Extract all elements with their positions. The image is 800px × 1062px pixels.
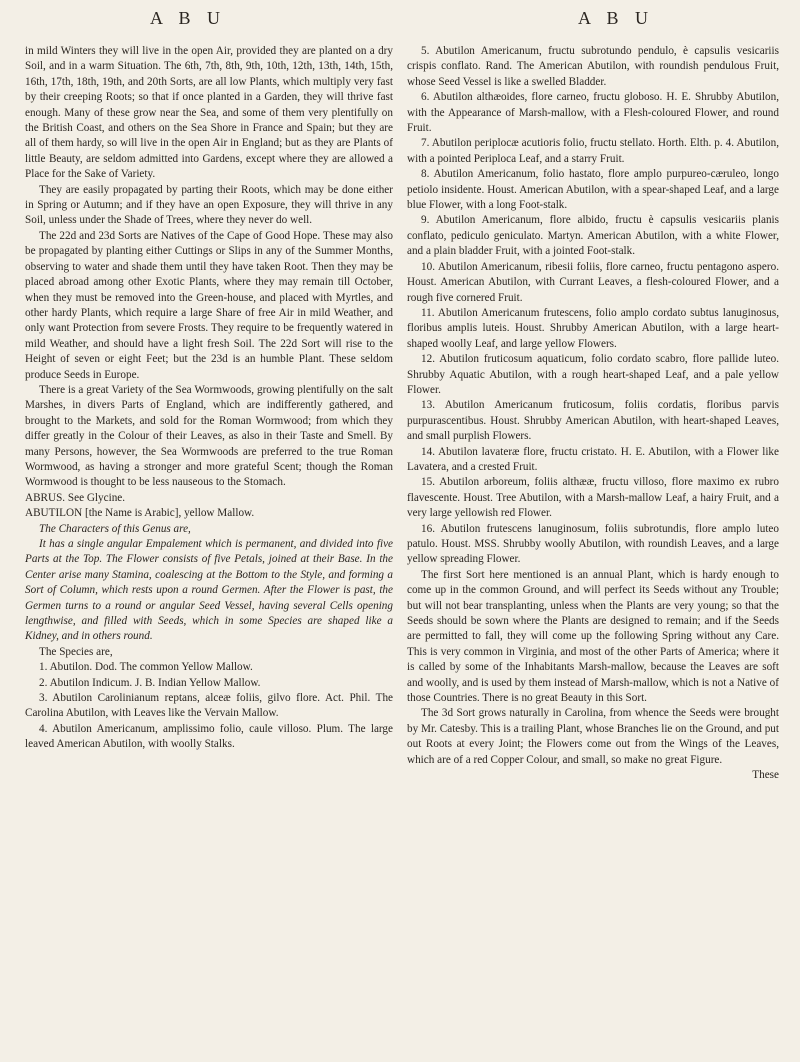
species-item: 10. Abutilon Americanum, ribesii foliis, flore carneo, fructu pentagono aspero. Houst. American Abutilon, with Currant Leaves, a flesh-coloured Flower, and a rough five cornered Fruit. — [407, 260, 779, 304]
species-item: 6. Abutilon althæoides, flore carneo, fructu globoso. H. E. Shrubby Abutilon, with the Appearance of Marsh-mallow, with a Flesh-coloured Flower, and round Fruit. — [407, 91, 779, 135]
species-item: 7. Abutilon periplocæ acutioris folio, fructu stellato. Horth. Elth. p. 4. Abutilon, with a pointed Periploca Leaf, and a starry Fruit. — [407, 137, 779, 165]
species-item: 11. Abutilon Americanum frutescens, folio amplo cordato subtus lanuginosus, floribus amplis luteis. Houst. Shrubby American Abutilon, with a large heart-shaped woolly Leaf, and large yellow Flowers. — [407, 306, 779, 350]
species-item: 4. Abutilon Americanum, amplissimo folio, caule villoso. Plum. The large leaved American Abutilon, with woolly Stalks. — [25, 722, 393, 751]
right-column — [407, 44, 779, 784]
species-item: 14. Abutilon lavateræ flore, fructu cristato. H. E. Abutilon, with a Flower like Lavatera, and a crested Fruit. — [407, 445, 779, 473]
header-left: A B U — [150, 8, 227, 28]
species-item: 15. Abutilon arboreum, foliis althææ, fructu villoso, flore maximo ex rubro flavescente. Houst. Tree Abutilon, with a Marsh-mallow Leaf, a hairy Fruit, and a very large yellowish red Flower. — [407, 476, 779, 520]
paragraph: The 22d and 23d Sorts are Natives of the Cape of Good Hope. These may also be propagated by planting either Cuttings or Slips in any of the Summer Months, observing to water and shade them until they have taken Root. Then they may be placed abroad among other Exotic Plants, where they may remain till October, when they must be removed into the Green-house, and placed with Myrtles, and other hardy Plants, which require a large Share of free Air in mild Weather, and only want Protection from severe Frosts. They require to be frequently watered in mild Weather, and should have a light fresh Soil. The 22d Sort will rise to the Height of seven or eight Feet; but the 23d is an humble Plant. These seldom produce Seeds in Europe. — [25, 229, 393, 381]
characters-description: It has a single angular Empalement which is permanent, and divided into five Parts at the Top. The Flower consists of five Petals, joined at their Base. In the Center arise many Stamina, coalescing at the Bottom to the Style, and forming a Sort of Column, which rests upon a round Germen. After the Flower is past, the Germen turns to a round or angular Seed Vessel, having several Cells opening lengthwise, and filled with Seeds, which in some Species are shaped like a Kidney, and in others round. — [25, 538, 393, 643]
species-item: 9. Abutilon Americanum, flore albido, fructu è capsulis vesicariis planis conflato, pediculo geniculato. Martyn. American Abutilon, with a white Flower, and a plain bladder Fruit, with a jointed Foot-stalk. — [407, 214, 779, 258]
species-item: 13. Abutilon Americanum fruticosum, foliis cordatis, floribus parvis purpurascentibus. Houst. Shrubby American Abutilon, with heart-shaped Leaves, and small purplish Flowers. — [407, 399, 779, 443]
running-header — [0, 8, 800, 34]
paragraph: The 3d Sort grows naturally in Carolina, from whence the Seeds were brought by Mr. Catesby. This is a trailing Plant, whose Branches lie on the Ground, and put out Roots at every Joint; the Flowers come out from the Wings of the Leaves, which are of a red Copper Colour, and small, so make no great Figure. — [407, 707, 779, 766]
species-item: 5. Abutilon Americanum, fructu subrotundo pendulo, è capsulis vesicariis crispis conflato. Rand. The American Abutilon, with roundish pendulous Fruit, whose Seed Vessel is like a swelled Bladder. — [407, 45, 779, 88]
paragraph: There is a great Variety of the Sea Wormwoods, growing plentifully on the salt Marshes, in divers Parts of England, which are indifferently gathered, and brought to the Markets, and sold for the Roman Wormwood; from which they differ greatly in the Colour of their Leaves, as also in their Taste and Smell. By many Persons, however, the Sea Wormwoods are preferred to the true Roman Wormwood, as having a stronger and more grateful Scent; though the Roman Wormwood is thought to be less nauseous to the Stomach. — [25, 383, 393, 489]
species-item: 2. Abutilon Indicum. J. B. Indian Yellow Mallow. — [39, 676, 261, 689]
paragraph: The first Sort here mentioned is an annual Plant, which is hardy enough to come up in the common Ground, and will perfect its Seeds without any Trouble; but will not bear transplanting, unless when the Plants are very young; so that the Seeds should be sown where the Plants are designed to remain; and if the Seeds are permitted to fall, they will come up the following Spring without any Care. This is very common in Virginia, and most of the other Parts of America; where it is called by some of the Inhabitants Marsh-mallow, because the Leaves are soft and woolly, and is used by them instead of Marsh-mallow, which is not a Native of those Countries. There is no great Beauty in this Sort. — [407, 568, 779, 705]
species-item: 3. Abutilon Carolinianum reptans, alceæ foliis, gilvo flore. Act. Phil. The Carolina Abutilon, with Leaves like the Vervain Mallow. — [25, 692, 393, 720]
header-right: A B U — [578, 8, 655, 28]
genus-entry-heading: ABUTILON [the Name is Arabic], yellow Mallow. — [25, 507, 255, 520]
paragraph: They are easily propagated by parting their Roots, which may be done either in Spring or Autumn; and if they have an open Exposure, they will thrive in any Soil, unless under the Shade of Trees, where they never do well. — [25, 183, 393, 227]
paragraph: in mild Winters they will live in the open Air, provided they are planted on a dry Soil, and in a warm Situation. The 6th, 7th, 8th, 9th, 10th, 12th, 13th, 14th, 15th, 16th, 17th, 18th, 19th, and 20th Sorts, are all low Plants, which multiply very fast by their creeping Roots; so that if once planted in a Garden, they will thrive fast enough. Many of these grow near the Sea, and some of them very plentifully on the British Coast, and others on the Sea Shore in France and Spain; but they are all of them hardy, so will live in the open Air in England; but as they are Plants of little Beauty, are seldom admitted into Gardens, except where they are allowed a Place for the Sake of Variety. — [25, 45, 393, 181]
species-item: 8. Abutilon Americanum, folio hastato, flore amplo purpureo-cæruleo, longo petiolo insidente. Houst. American Abutilon, with a spear-shaped Leaf, and a large blue Flower, with a long Foot-stalk. — [407, 168, 779, 212]
cross-reference-entry: ABRUS. See Glycine. — [25, 491, 126, 504]
left-column — [25, 44, 393, 753]
species-item: 1. Abutilon. Dod. The common Yellow Mallow. — [39, 661, 253, 674]
species-heading: The Species are, — [39, 645, 113, 658]
characters-heading: The Characters of this Genus are, — [39, 522, 191, 535]
species-item: 16. Abutilon frutescens lanuginosum, foliis subrotundis, flore amplo luteo patulo. Houst. MSS. Shrubby woolly Abutilon, with roundish Leaves, and a large yellow spreading Flower. — [407, 522, 779, 566]
species-item: 12. Abutilon fruticosum aquaticum, folio cordato scabro, flore pallide luteo. Shrubby Aquatic Abutilon, with a rough heart-shaped Leaf, and a pale yellow Flower. — [407, 353, 779, 396]
catchword: These — [752, 769, 779, 782]
